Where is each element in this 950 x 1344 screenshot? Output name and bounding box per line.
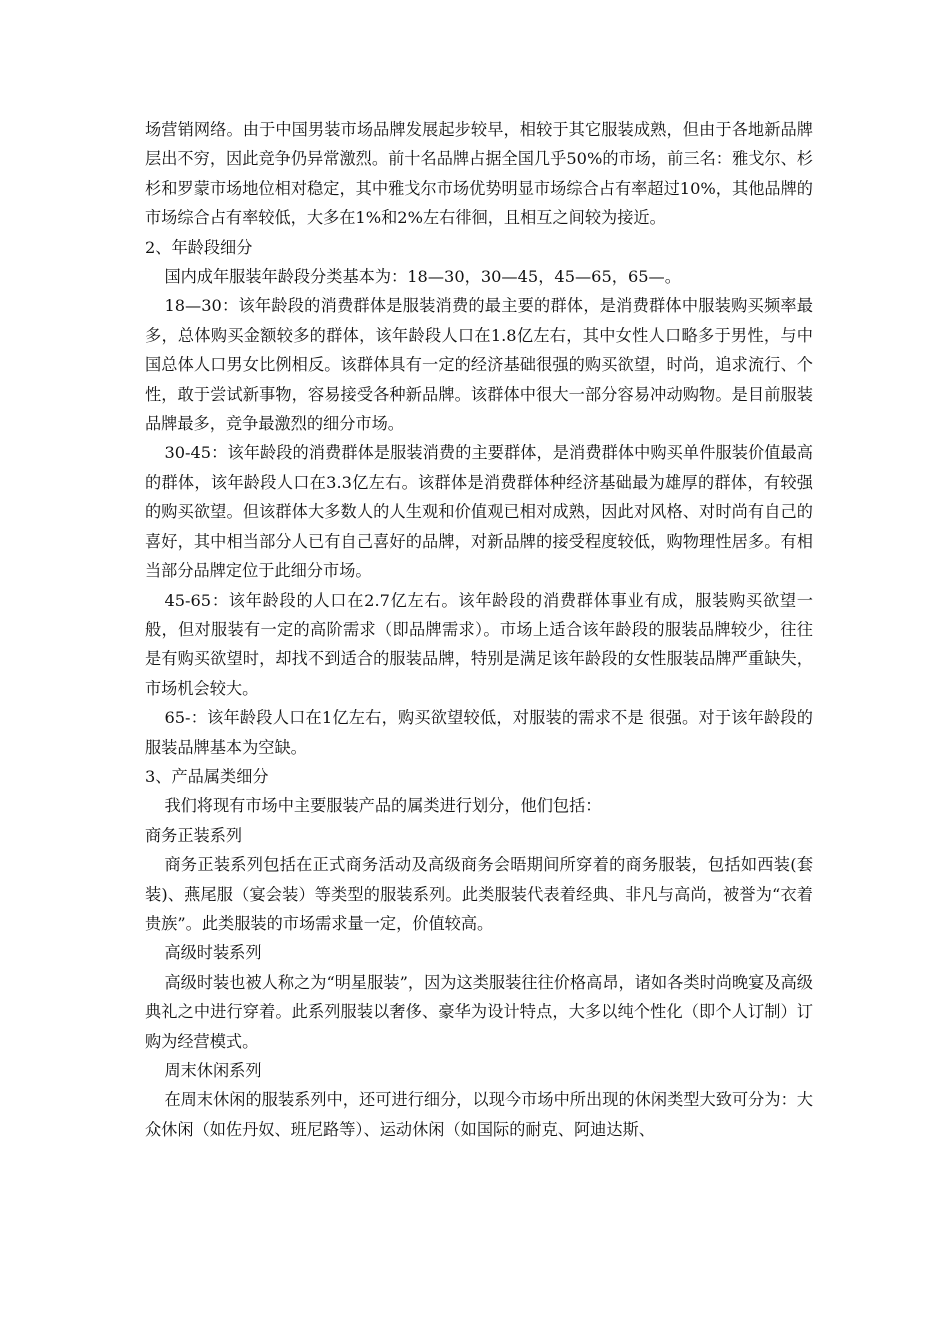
paragraph-weekend-casual: 在周末休闲的服装系列中，还可进行细分，以现今市场中所出现的休闲类型大致可分为：大众休闲（如佐丹奴、班尼路等）、运动休闲（如国际的耐克、阿迪达斯、 bbox=[145, 1090, 813, 1139]
subheading-haute-couture: 高级时装系列 bbox=[164, 943, 262, 963]
paragraph-age-18-30: 18—30：该年龄段的消费群体是服装消费的最主要的群体，是消费群体中服装购买频率最多，总体购买金额较多的群体，该年龄段人口在1.8亿左右，其中女性人口略多于男性，与中国总体人口男女比例相反。该群体具有一定的经济基础很强的购买欲望，时尚，追求流行、个性，敢于尝试新事物，容易接受各种新品牌。该群体中很大一部分容易冲动购物。是目前服装品牌最多，竞争最激烈的细分市场。 bbox=[145, 296, 813, 434]
section-heading-age-segment: 2、年龄段细分 bbox=[145, 237, 253, 257]
paragraph-haute-couture: 高级时装也被人称之为“明星服装”，因为这类服装往往价格高昂，诸如各类时尚晚宴及高级典礼之中进行穿着。此系列服装以奢侈、豪华为设计特点，大多以纯个性化（即个人订制）订购为经营模式。 bbox=[145, 972, 813, 1051]
subheading-weekend-casual: 周末休闲系列 bbox=[164, 1061, 262, 1080]
paragraph-age-30-45: 30-45：该年龄段的消费群体是服装消费的主要群体，是消费群体中购买单件服装价值最高的群体，该年龄段人口在3.3亿左右。该群体是消费群体种经济基础最为雄厚的群体，有较强的购买欲望。但该群体大多数人的人生观和价值观已相对成熟，因此对风格、对时尚有自己的喜好，其中相当部分人已有自己喜好的品牌，对新品牌的接受程度较低，购物理性居多。有相当部分品牌定位于此细分市场。 bbox=[145, 443, 813, 581]
subheading-business-formal: 商务正装系列 bbox=[145, 825, 243, 845]
paragraph-age-categories: 国内成年服装年龄段分类基本为：18—30，30—45，45—65，65—。 bbox=[164, 267, 681, 287]
paragraph-age-65-plus: 65-：该年龄段人口在1亿左右，购买欲望较低，对服装的需求不是 很强。对于该年龄段的服装品牌基本为空缺。 bbox=[145, 708, 813, 757]
paragraph-category-intro: 我们将现有市场中主要服装产品的属类进行划分，他们包括： bbox=[164, 796, 602, 816]
paragraph-menswear-market: 场营销网络。由于中国男装市场品牌发展起步较早，相较于其它服装成熟，但由于各地新品牌层出不穷，因此竞争仍异常激烈。前十名品牌占据全国几乎50%的市场，前三名：雅戈尔、杉杉和罗蒙市场地位相对稳定，其中雅戈尔市场优势明显市场综合占有率超过10%，其他品牌的市场综合占有率较低，大多在1%和2%左右徘徊，且相互之间较为接近。 bbox=[145, 120, 813, 228]
paragraph-age-45-65: 45-65：该年龄段的人口在2.7亿左右。该年龄段的消费群体事业有成，服装购买欲望一般，但对服装有一定的高阶需求（即品牌需求）。市场上适合该年龄段的服装品牌较少，往往是有购买欲望时，却找不到适合的服装品牌，特别是满足该年龄段的女性服装品牌严重缺失，市场机会较大。 bbox=[145, 590, 813, 698]
document-page bbox=[145, 115, 813, 1144]
section-heading-product-category: 3、产品属类细分 bbox=[145, 766, 269, 786]
paragraph-business-formal: 商务正装系列包括在正式商务活动及高级商务会晤期间所穿着的商务服装，包括如西装(套装)、燕尾服（宴会装）等类型的服装系列。此类服装代表着经典、非凡与高尚，被誉为“衣着贵族”。此类服装的市场需求量一定，价值较高。 bbox=[145, 855, 813, 933]
